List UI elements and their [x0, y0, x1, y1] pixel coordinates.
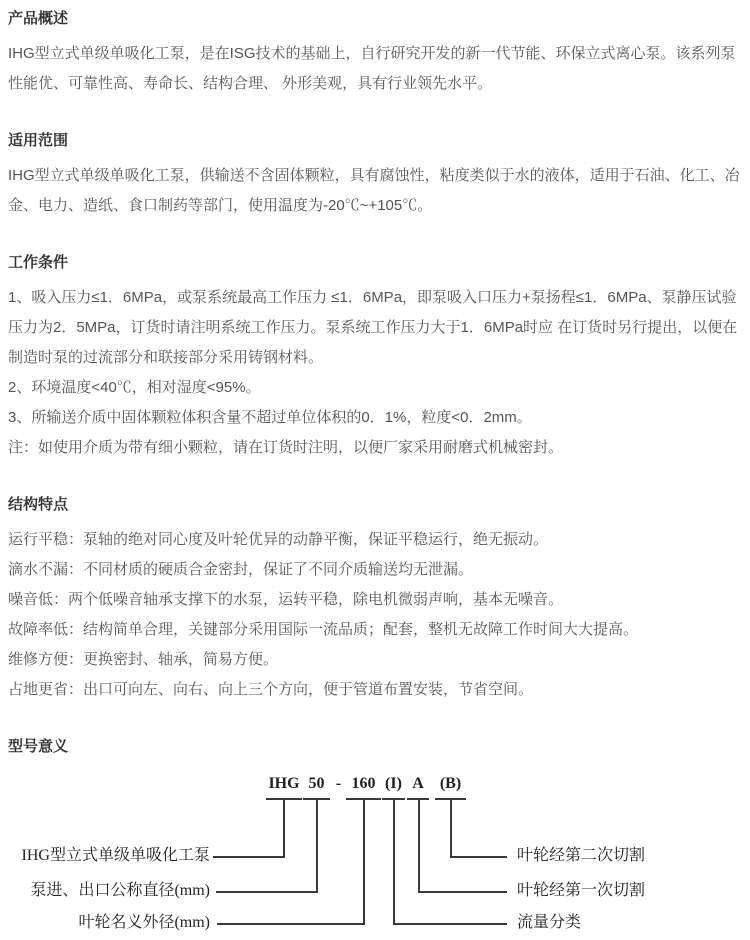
section-overview — [8, 8, 742, 99]
model-meaning-diagram — [8, 774, 742, 940]
model-code-segment-second-cut: (B) — [435, 774, 466, 800]
condition-item-2: 2、环境温度<40℃，相对湿度<95%。 — [8, 379, 261, 396]
section-model-meaning — [8, 736, 742, 940]
diagram-label-flow-class: 流量分类 — [517, 914, 582, 931]
diagram-vline-first-cut — [418, 800, 420, 891]
scope-paragraph: IHG型立式单级单吸化工泵，供输送不含固体颗粒，具有腐蚀性，粘度类似于水的液体，适用于石油、化工、冶金、电力、造纸、食口制药等部门，使用温度为-20℃~+105℃。 — [8, 167, 740, 214]
feature-item-6: 占地更省：出口可向左、向右、向上三个方向，便于管道布置安装，节省空间。 — [8, 681, 534, 698]
condition-note: 注：如使用介质为带有细小颗粒，请在订货时注明，以便厂家采用耐磨式机械密封。 — [8, 439, 564, 456]
section-features — [8, 494, 742, 705]
section-heading-features: 结构特点 — [8, 496, 69, 513]
model-code-hyphen: - — [335, 775, 342, 792]
feature-item-2: 滴水不漏：不同材质的硬质合金密封，保证了不同介质输送均无泄漏。 — [8, 561, 474, 578]
diagram-vline-second-cut — [450, 800, 452, 856]
diagram-label-impeller-outer-diameter: 叶轮名义外径(mm) — [78, 914, 210, 931]
model-code-segment-ihg: IHG — [266, 774, 302, 800]
diagram-hline-right-1 — [450, 856, 507, 858]
feature-item-4: 故障率低：结构简单合理，关键部分采用国际一流品质；配套，整机无故障工作时间大大提高。 — [8, 621, 639, 638]
diagram-vline-flow-class — [393, 800, 395, 923]
model-code-segment-flow-class: (I) — [382, 774, 405, 800]
section-conditions — [8, 252, 742, 463]
diagram-hline-left-2 — [216, 891, 318, 893]
section-heading-conditions: 工作条件 — [8, 254, 69, 271]
diagram-hline-right-3 — [393, 923, 507, 925]
section-heading-model: 型号意义 — [8, 738, 69, 755]
condition-item-1: 1、吸入压力≤1．6MPa，或泵系统最高工作压力 ≤1．6MPa，即泵吸入口压力+泵扬程≤1．6MPa、泵静压试验压力为2．5MPa，订货时请注明系统工作压力。泵系统工作压力大于1．6MPa时应 在订货时另行提出，以便在制造时泵的过流部分和联接部分采用铸钢材料。 — [8, 289, 738, 366]
feature-item-3: 噪音低：两个低噪音轴承支撑下的水泵，运转平稳，除电机微弱声响，基本无噪音。 — [8, 591, 564, 608]
model-code-segment-impeller-diameter: 160 — [346, 774, 381, 800]
diagram-label-pump-type: IHG型立式单级单吸化工泵 — [21, 847, 210, 864]
overview-paragraph: IHG型立式单级单吸化工泵，是在ISG技术的基础上，自行研究开发的新一代节能、环保立式离心泵。该系列泵性能优、可靠性高、寿命长、结构合理、 外形美观，具有行业领先水平。 — [8, 45, 736, 92]
feature-item-1: 运行平稳：泵轴的绝对同心度及叶轮优异的动静平衡，保证平稳运行，绝无振动。 — [8, 531, 549, 548]
condition-item-3: 3、所输送介质中固体颗粒体积含量不超过单位体积的0．1%，粒度<0．2mm。 — [8, 409, 532, 426]
section-heading-overview: 产品概述 — [8, 10, 69, 27]
section-scope — [8, 130, 742, 221]
section-heading-scope: 适用范围 — [8, 132, 69, 149]
diagram-vline-impeller-diameter — [363, 800, 365, 923]
diagram-hline-right-2 — [418, 891, 507, 893]
diagram-vline-inlet-diameter — [316, 800, 318, 891]
diagram-hline-left-1 — [213, 856, 285, 858]
diagram-label-port-diameter: 泵进、出口公称直径(mm) — [30, 882, 210, 899]
model-code-segment-first-cut: A — [407, 774, 429, 800]
feature-item-5: 维修方便：更换密封、轴承，简易方便。 — [8, 651, 279, 668]
model-code-segment-inlet-diameter: 50 — [303, 774, 330, 800]
diagram-vline-ihg — [283, 800, 285, 856]
diagram-label-first-cut: 叶轮经第一次切割 — [517, 882, 646, 899]
diagram-label-second-cut: 叶轮经第二次切割 — [517, 847, 646, 864]
diagram-hline-left-3 — [217, 923, 365, 925]
